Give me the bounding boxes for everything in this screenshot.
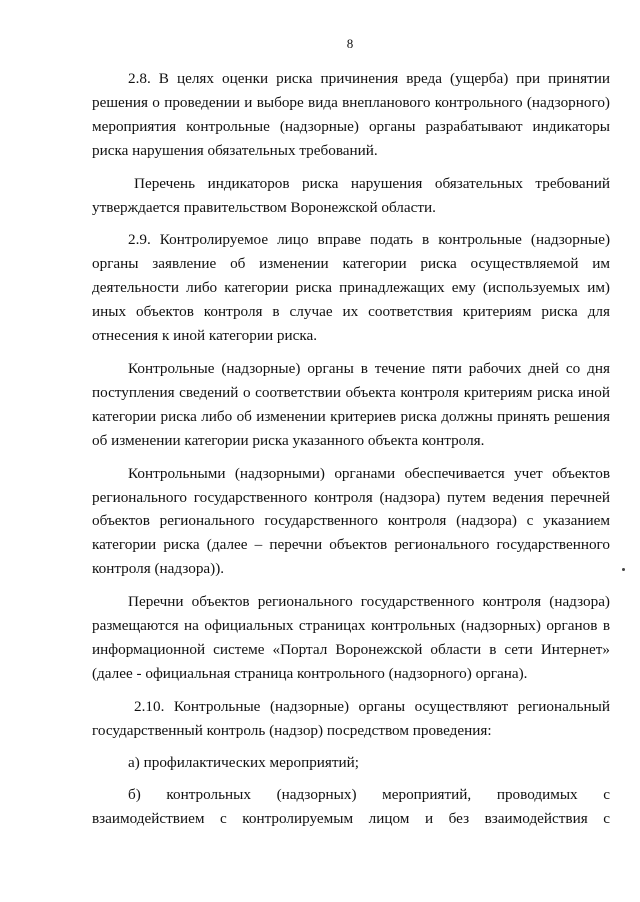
document-body bbox=[92, 67, 610, 831]
list-item-a: а) профилактических мероприятий; bbox=[128, 753, 360, 771]
paragraph-2-10: 2.10. Контрольные (надзорные) органы осуществляют региональный государственный контроль (надзор) посредством проведения: bbox=[92, 697, 610, 739]
paragraph-objects-accounting: Контрольными (надзорными) органами обеспечивается учет объектов регионального государственного контроля (надзора) путем ведения перечней объектов регионального государственного контроля (надзора) с указанием категории риска (далее – перечни объектов регионального государственного контроля (надзора)). bbox=[92, 464, 610, 578]
paragraph-2-8: 2.8. В целях оценки риска причинения вреда (ущерба) при принятии решения о проведении и выборе вида внепланового контрольного (надзорного) мероприятия контрольные (надзорные) органы разрабатывают индикаторы риска нарушения обязательных требований. bbox=[92, 70, 610, 159]
paragraph-2-9: 2.9. Контролируемое лицо вправе подать в контрольные (надзорные) органы заявление об изменении категории риска осуществляемой им деятельности либо категории риска принадлежащих ему (используемых им) иных объектов контроля в случае их соответствия критериям риска для отнесения к иной категории риска. bbox=[92, 231, 610, 345]
paragraph-indicators-list: Перечень индикаторов риска нарушения обязательных требований утверждается правительством Воронежской области. bbox=[92, 174, 610, 216]
page-number: 8 bbox=[346, 36, 354, 51]
list-item-b-line-2: взаимодействием с контролируемым лицом и без взаимодействия с bbox=[92, 810, 610, 828]
list-item-b-line-1: б) контрольных (надзорных) мероприятий, проводимых с bbox=[128, 786, 610, 804]
paragraph-objects-lists-publication: Перечни объектов регионального государственного контроля (надзора) размещаются на официальных страницах контрольных (надзорных) органов в информационной системе «Портал Воронежской области в сети Интернет» (далее - официальная страница контрольного (надзорного) органа). bbox=[92, 593, 610, 682]
scan-speck bbox=[622, 568, 625, 571]
paragraph-risk-category-change: Контрольные (надзорные) органы в течение пяти рабочих дней со дня поступления сведений о соответствии объекта контроля критериям риска иной категории риска либо об изменении критериев риска должны принять решения об изменении категории риска указанного объекта контроля. bbox=[92, 359, 610, 449]
